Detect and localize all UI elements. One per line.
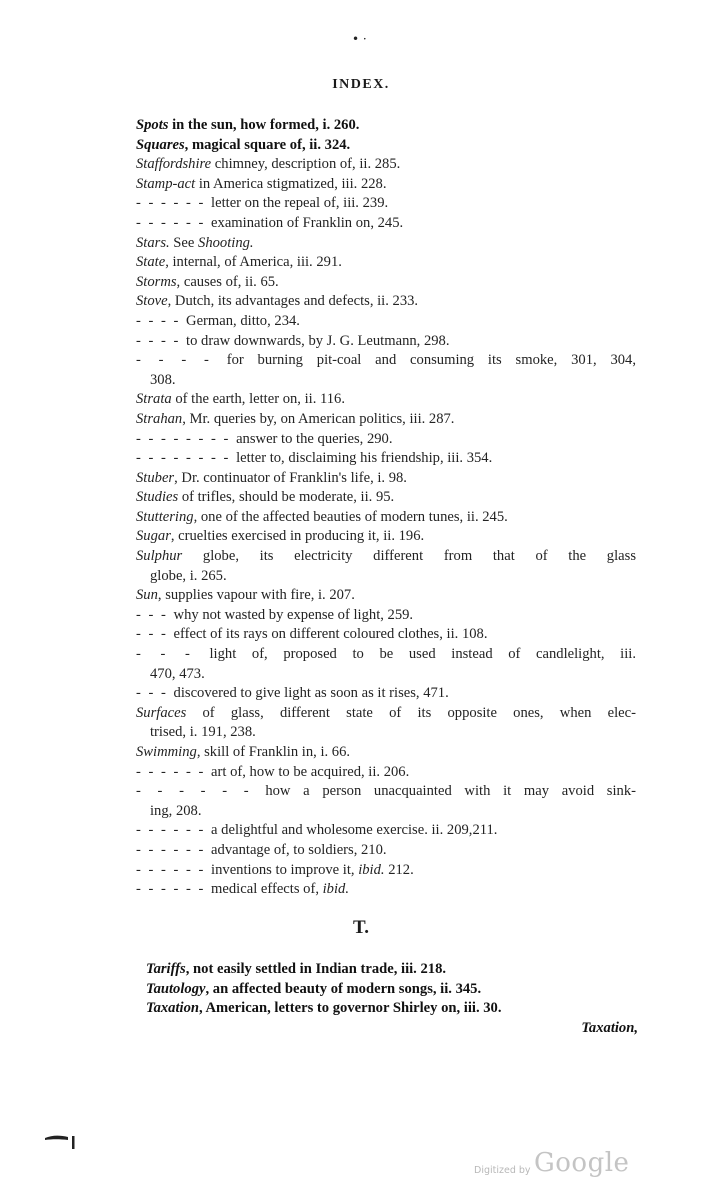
entry-text: answer to the queries, 290. <box>232 430 393 447</box>
index-entry <box>146 980 638 1000</box>
entry-text: a delightful and wholesome exercise. ii. 209,211. <box>207 822 498 839</box>
ditto-dashes: - - - - - - <box>136 841 206 858</box>
index-entry <box>136 410 636 430</box>
index-entry <box>136 508 636 528</box>
entry-text: letter to, disclaiming his friendship, iii. 354. <box>232 450 493 467</box>
entry-heading: Stuber <box>136 469 175 486</box>
index-entry-continuation <box>136 665 636 685</box>
index-entry <box>136 704 636 724</box>
entry-reference: 212. <box>384 861 414 878</box>
entry-text: See <box>169 234 199 251</box>
entry-reference-italic: ibid. <box>322 881 349 898</box>
entry-text: letter on the repeal of, iii. 239. <box>207 195 389 212</box>
entry-heading: Swimming <box>136 744 197 760</box>
entry-text: , Dr. continuator of Franklin's life, i. 98. <box>174 469 407 486</box>
google-watermark <box>474 1148 634 1188</box>
entry-heading: Strahan <box>136 410 183 427</box>
index-entry <box>136 351 636 371</box>
entry-heading: Staffordshire <box>136 156 212 173</box>
entry-heading: Stamp-act <box>136 175 196 192</box>
ditto-dashes: - - - - - - - - <box>136 450 231 467</box>
entry-text: , magical square of, ii. 324. <box>184 136 351 153</box>
entry-heading: Sulphur <box>136 548 183 565</box>
ditto-dashes: - - - - - - - - <box>136 430 231 447</box>
entry-text: , internal, of America, iii. 291. <box>165 254 342 271</box>
entry-text: discovered to give light as soon as it rises, 471. <box>169 685 449 702</box>
entry-text: in America stigmatized, iii. 228. <box>195 175 387 192</box>
index-entry <box>136 430 636 450</box>
index-entry <box>136 547 636 567</box>
ditto-dashes: - - - - - - <box>136 214 206 231</box>
entry-text: globe, i. 265. <box>150 567 227 584</box>
catchword: Taxation, <box>581 1019 638 1036</box>
index-entry <box>136 292 636 312</box>
entry-text: of trifles, should be moderate, ii. 95. <box>178 489 395 506</box>
index-entry <box>136 234 636 254</box>
ditto-dashes: - - - - - - <box>136 783 251 800</box>
index-entry <box>136 821 636 841</box>
index-entry <box>136 861 636 881</box>
index-entries-t <box>146 960 638 1038</box>
index-entry-continuation <box>136 567 636 587</box>
entry-text: of glass, different state of its opposite ones, when elec- <box>186 704 636 721</box>
entry-heading: Tautology <box>146 980 206 997</box>
index-entry-continuation <box>136 802 636 822</box>
entry-heading: Sugar <box>136 528 171 545</box>
entry-heading: Surfaces <box>136 704 187 721</box>
entry-text: examination of Franklin on, 245. <box>207 214 404 231</box>
entry-text: , an affected beauty of modern songs, ii. 345. <box>205 980 482 997</box>
entry-heading: Studies <box>136 489 179 506</box>
entry-text: advantage of, to soldiers, 210. <box>207 841 387 858</box>
entry-text: 308. <box>150 371 176 388</box>
index-entry <box>136 273 636 293</box>
entry-text: why not wasted by expense of light, 259. <box>169 606 414 623</box>
entry-text: for burning pit-coal and consuming its smoke, 301, 304, <box>212 352 637 369</box>
entry-text: , causes of, ii. 65. <box>176 273 279 290</box>
ditto-dashes: - - - - - - <box>136 195 206 212</box>
entry-text: globe, its electricity different from that of the glass <box>182 548 636 565</box>
entry-heading: Storms <box>136 273 177 290</box>
index-entry <box>136 175 636 195</box>
entry-reference-italic: Shooting. <box>198 234 254 251</box>
section-letter: T. <box>352 917 369 938</box>
entry-heading: Squares <box>136 136 185 153</box>
index-entry <box>136 527 636 547</box>
ditto-dashes: - - - <box>136 646 192 663</box>
ink-speck: • · <box>352 32 367 46</box>
page-header: INDEX. <box>332 77 390 92</box>
index-entry <box>136 155 636 175</box>
index-entry-continuation <box>136 723 636 743</box>
index-entry <box>136 645 636 665</box>
entry-text: , Mr. queries by, on American politics, iii. 287. <box>182 410 455 427</box>
index-entry <box>136 136 636 156</box>
entry-text: , skill of Franklin in, i. 66. <box>196 744 351 760</box>
ditto-dashes: - - - <box>136 606 168 623</box>
index-entry <box>136 449 636 469</box>
index-entry <box>136 469 636 489</box>
ditto-dashes: - - - - <box>136 312 181 329</box>
index-entry <box>136 684 636 704</box>
index-entry <box>136 332 636 352</box>
ditto-dashes: - - - - <box>136 352 211 369</box>
index-entry <box>146 999 638 1019</box>
entry-text: ing, 208. <box>150 802 202 819</box>
entry-text: , cruelties exercised in producing it, ii. 196. <box>170 528 425 545</box>
entry-text: trised, i. 191, 238. <box>150 724 256 741</box>
entry-text: in the sun, how formed, i. 260. <box>168 117 360 133</box>
ditto-dashes: - - - - - - <box>136 861 206 878</box>
index-entry <box>136 116 636 136</box>
ditto-dashes: - - - <box>136 626 168 643</box>
entry-text: of the earth, letter on, ii. 116. <box>171 391 346 408</box>
margin-mark <box>44 1130 78 1150</box>
entry-text: light of, proposed to be used instead of candlelight, iii. <box>193 646 636 663</box>
entry-text: , Dutch, its advantages and defects, ii. 233. <box>167 293 419 310</box>
entry-heading: Taxation <box>146 1000 199 1017</box>
entry-heading: Tariffs <box>146 961 186 977</box>
index-entry <box>146 960 638 980</box>
index-entry <box>136 625 636 645</box>
index-entry <box>136 606 636 626</box>
entry-text: to draw downwards, by J. G. Leutmann, 298. <box>182 332 450 349</box>
ditto-dashes: - - - - - - <box>136 881 206 898</box>
entry-text: , American, letters to governor Shirley on, iii. 30. <box>199 1000 502 1017</box>
entry-heading: Spots <box>136 117 169 133</box>
entry-text: , not easily settled in Indian trade, iii. 218. <box>185 961 447 977</box>
entry-reference-italic: ibid. <box>358 861 385 878</box>
watermark-logo: Google <box>534 1148 630 1178</box>
entry-heading: Stuttering <box>136 508 194 525</box>
index-entry <box>136 880 636 900</box>
watermark-prefix: Digitized by <box>474 1165 531 1176</box>
entry-heading: Strata <box>136 391 172 408</box>
entry-heading: State <box>136 254 166 271</box>
entry-text: medical effects of, <box>207 881 323 898</box>
index-entry <box>136 586 636 606</box>
index-entries-s <box>136 116 636 900</box>
index-entry <box>136 841 636 861</box>
entry-heading: Stars. <box>136 234 170 251</box>
entry-text: chimney, description of, ii. 285. <box>211 156 401 173</box>
index-entry <box>136 253 636 273</box>
entry-text: 470, 473. <box>150 665 205 682</box>
ditto-dashes: - - - <box>136 685 168 702</box>
entry-text: inventions to improve it, <box>207 861 359 878</box>
index-entry-continuation <box>136 371 636 391</box>
entry-heading: Sun <box>136 587 158 604</box>
entry-text: effect of its rays on different coloured clothes, ii. 108. <box>169 626 488 643</box>
entry-text: how a person unacquainted with it may avoid sink- <box>252 783 636 800</box>
index-entry <box>136 743 636 763</box>
index-entry <box>136 390 636 410</box>
index-entry <box>136 488 636 508</box>
index-entry <box>136 763 636 783</box>
ditto-dashes: - - - - - - <box>136 822 206 839</box>
entry-heading: Stove <box>136 293 168 310</box>
ditto-dashes: - - - - - - <box>136 763 206 780</box>
index-entry <box>136 312 636 332</box>
entry-text: German, ditto, 234. <box>182 312 300 329</box>
index-entry <box>136 214 636 234</box>
ditto-dashes: - - - - <box>136 332 181 349</box>
index-entry <box>136 782 636 802</box>
entry-text: , one of the affected beauties of modern tunes, ii. 245. <box>193 508 508 525</box>
entry-text: , supplies vapour with fire, i. 207. <box>157 587 355 604</box>
index-entry <box>136 194 636 214</box>
entry-text: art of, how to be acquired, ii. 206. <box>207 763 410 780</box>
